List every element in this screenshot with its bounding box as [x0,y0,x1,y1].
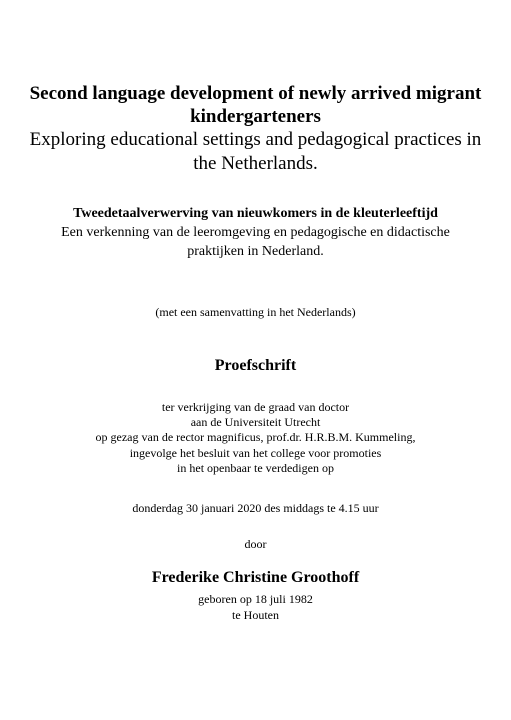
dutch-subtitle: Een verkenning van de leeromgeving en pedagogische en didactische praktijken in Nederland. [61,225,450,259]
defense-date: donderdag 30 januari 2020 des middags te 4.15 uur [132,501,379,515]
summary-note: (met een samenvatting in het Nederlands) [155,305,356,319]
birth-place: te Houten [232,607,279,622]
statement-line: aan de Universiteit Utrecht [190,415,321,430]
statement-line: ter verkrijging van de graad van doctor [161,400,350,414]
statement-line: ingevolge het besluit van het college voor promoties [129,445,382,460]
dutch-title-block [40,204,471,261]
proefschrift-heading: Proefschrift [214,357,297,374]
degree-statement [20,400,491,476]
english-title: Second language development of newly arrived migrant kindergarteners [29,83,482,127]
english-subtitle: Exploring educational settings and pedagogical practices in the Netherlands. [29,129,482,174]
statement-line: in het openbaar te verdedigen op [177,460,334,475]
door-label: door [244,537,267,551]
birth-date: geboren op 18 juli 1982 [198,592,313,606]
dutch-title: Tweedetaalverwerving van nieuwkomers in de kleuterleeftijd [73,206,438,221]
birth-info [20,592,491,623]
english-title-block [20,82,491,176]
author-name: Frederike Christine Groothoff [151,569,360,586]
statement-line: op gezag van de rector magnificus, prof.dr. H.R.B.M. Kummeling, [95,430,416,445]
